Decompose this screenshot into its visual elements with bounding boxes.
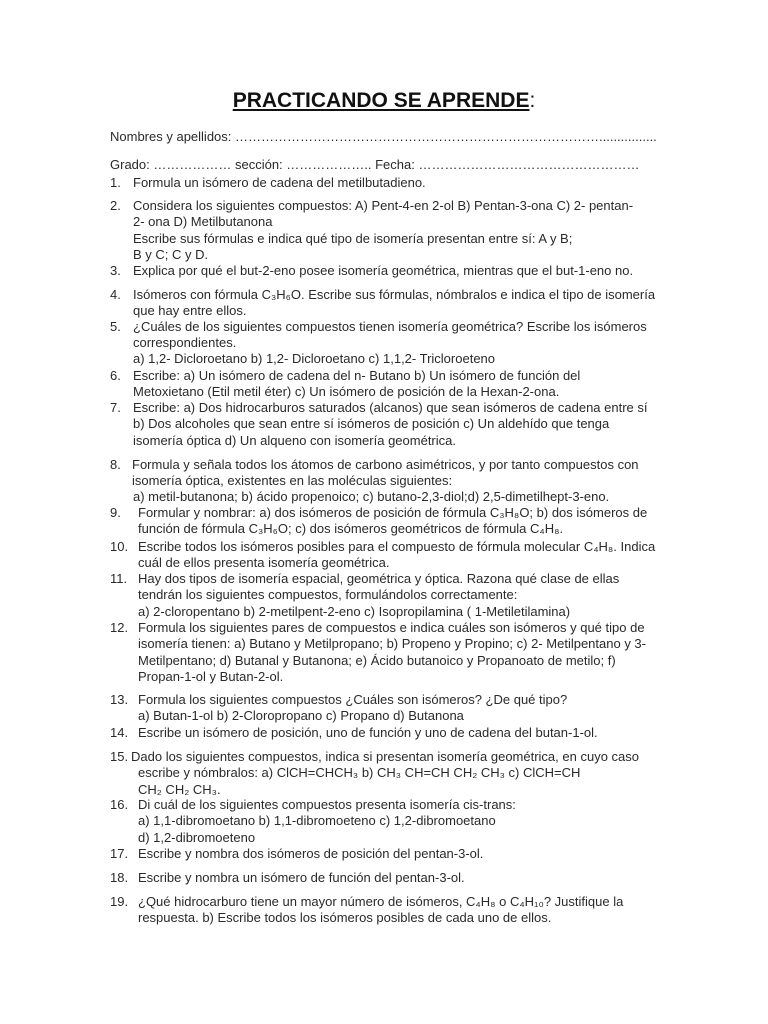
- question-8-line: Formula y señala todos los átomos de carbono asimétricos, y por tanto compuestos con: [132, 457, 639, 472]
- question-16-line: Di cuál de los siguientes compuestos presenta isomería cis-trans:: [138, 797, 516, 812]
- question-9-line: función de fórmula C₃H₆O; c) dos isómeros geométricos de fórmula C₄H₈.: [138, 521, 564, 537]
- question-16: 16. Di cuál de los siguientes compuestos presenta isomería cis-trans: a) 1,1-dibromoetano b) 1,1-dibromoeteno c) 1,2-dibromoetano d) 1,2-dibromoeteno: [110, 797, 710, 846]
- question-7: 7. Escribe: a) Dos hidrocarburos saturados (alcanos) que sean isómeros de cadena entre sí b) Dos alcoholes que sean entre sí isómeros de posición c) Un aldehído que tenga isomería óptica d) Un alqueno con isomería geométrica.: [110, 400, 710, 449]
- question-12-line: Propan-1-ol y Butan-2-ol.: [138, 668, 284, 684]
- question-6-line: Escribe: a) Un isómero de cadena del n- Butano b) Un isómero de función del: [133, 368, 581, 383]
- question-12-line: Formula los siguientes pares de compuestos e indica cuáles son isómeros y qué tipo de: [138, 620, 645, 635]
- question-2-line: 2- ona D) Metilbutanona: [133, 214, 273, 230]
- grade-section-date-line: Grado: ……………… sección: ……………….. Fecha: ……………………………………………: [110, 157, 640, 172]
- question-12-line: Metilpentano; d) Butanal y Butanona; e) Ácido butanoico y Propanoato de metilo; f): [138, 652, 616, 668]
- question-14: 14. Escribe un isómero de posición, uno de función y uno de cadena del butan-1-ol.: [110, 725, 710, 741]
- question-7-line: Escribe: a) Dos hidrocarburos saturados (alcanos) que sean isómeros de cadena entre sí: [133, 400, 648, 415]
- question-1: 1. Formula un isómero de cadena del metilbutadieno.: [110, 175, 710, 191]
- question-5-options: a) 1,2- Dicloroetano b) 1,2- Dicloroetano c) 1,1,2- Tricloroeteno: [133, 351, 496, 366]
- question-4-line: que hay entre ellos.: [133, 303, 247, 319]
- question-6: 6. Escribe: a) Un isómero de cadena del n- Butano b) Un isómero de función del Metoxietano (Etil metil éter) c) Un isómero de posición de la Hexan-2-ona.: [110, 368, 710, 401]
- question-1-text: Formula un isómero de cadena del metilbutadieno.: [133, 175, 426, 190]
- question-8-line: isomería óptica, existentes en las moléculas siguientes:: [132, 473, 453, 489]
- question-19: 19. ¿Qué hidrocarburo tiene un mayor número de isómeros, C₄H₈ o C₄H₁₀? Justifique la respuesta. b) Escribe todos los isómeros posibles de cada uno de ellos.: [110, 894, 710, 927]
- question-11-line: a) 2-cloropentano b) 2-metilpent-2-eno c) Isopropilamina ( 1-Metiletilamina): [138, 603, 571, 619]
- question-12: 12. Formula los siguientes pares de compuestos e indica cuáles son isómeros y qué tipo de isomería tienen: a) Butano y Metilpropano; b) Propeno y Propino; c) 2- Metilpentano y 3- Metilpentano; d) Butanal y Butanona; e) Ácido butanoico y Propanoato de metilo; f) Propan-1-ol y Butan-2-ol.: [110, 620, 710, 685]
- question-10: 10. Escribe todos los isómeros posibles para el compuesto de fórmula molecular C₄H₈. Indica cuál de ellos presenta isomería geométrica.: [110, 539, 710, 572]
- question-5-line: ¿Cuáles de los siguientes compuestos tienen isomería geométrica? Escribe los isómeros: [133, 319, 647, 334]
- question-10-line: cuál de ellos presenta isomería geométrica.: [138, 555, 390, 571]
- question-2-line: B y C; C y D.: [133, 246, 209, 262]
- question-11-line: Hay dos tipos de isomería espacial, geométrica y óptica. Razona qué clase de ellas: [138, 571, 620, 586]
- question-18: 18. Escribe y nombra un isómero de función del pentan-3-ol.: [110, 870, 710, 886]
- question-13: 13. Formula los siguientes compuestos ¿Cuáles son isómeros? ¿De qué tipo? a) Butan-1-ol b) 2-Cloropropano c) Propano d) Butanona: [110, 692, 710, 725]
- question-14-text: Escribe un isómero de posición, uno de función y uno de cadena del butan-1-ol.: [138, 725, 598, 740]
- question-17: 17. Escribe y nombra dos isómeros de posición del pentan-3-ol.: [110, 846, 710, 862]
- question-8: 8. Formula y señala todos los átomos de carbono asimétricos, y por tanto compuestos con isomería óptica, existentes en las moléculas siguientes:: [110, 457, 710, 490]
- question-17-text: Escribe y nombra dos isómeros de posición del pentan-3-ol.: [138, 846, 484, 861]
- question-3-text: Explica por qué el but-2-eno posee isomería geométrica, mientras que el but-1-eno no.: [133, 263, 634, 278]
- question-13-line: a) Butan-1-ol b) 2-Cloropropano c) Propano d) Butanona: [138, 708, 464, 724]
- question-7-line: isomería óptica d) Un alqueno con isomería geométrica.: [133, 432, 456, 448]
- question-5-line: correspondientes.: [133, 335, 237, 351]
- question-9-line: Formular y nombrar: a) dos isómeros de posición de fórmula C₃H₈O; b) dos isómeros de: [138, 505, 648, 520]
- question-15-line: escribe y nómbralos: a) ClCH=CHCH₃ b) CH₃ CH=CH CH₂ CH₃ c) ClCH=CH: [138, 765, 581, 781]
- names-field-line: Nombres y apellidos: …………………………………………………………………………................: [110, 129, 657, 144]
- question-11: 11. Hay dos tipos de isomería espacial, geométrica y óptica. Razona qué clase de ellas tendrán los siguientes compuestos, formulándolos correctamente: a) 2-cloropentano b) 2-metilpent-2-eno c) Isopropilamina ( 1-Metiletilamina): [110, 571, 710, 620]
- question-15: 15. Dado los siguientes compuestos, indica si presentan isomería geométrica, en cuyo caso escribe y nómbralos: a) ClCH=CHCH₃ b) CH₃ CH=CH CH₂ CH₃ c) ClCH=CH CH₂ CH₂ CH₃.: [110, 749, 710, 798]
- question-19-line: respuesta. b) Escribe todos los isómeros posibles de cada uno de ellos.: [138, 910, 552, 926]
- question-4-line: Isómeros con fórmula C₃H₆O. Escribe sus fórmulas, nómbralos e indica el tipo de isomería: [133, 287, 656, 302]
- question-10-line: Escribe todos los isómeros posibles para el compuesto de fórmula molecular C₄H₈. Indica: [138, 539, 656, 554]
- question-12-line: isomería tienen: a) Butano y Metilpropano; b) Propeno y Propino; c) 2- Metilpentano y 3-: [138, 636, 646, 652]
- question-9: 9. Formular y nombrar: a) dos isómeros de posición de fórmula C₃H₈O; b) dos isómeros de función de fórmula C₃H₆O; c) dos isómeros geométricos de fórmula C₄H₈.: [110, 505, 710, 538]
- page-title: PRACTICANDO SE APRENDE:: [232, 89, 536, 112]
- question-13-line: Formula los siguientes compuestos ¿Cuáles son isómeros? ¿De qué tipo?: [138, 692, 568, 707]
- question-2: 2. Considera los siguientes compuestos: A) Pent-4-en 2-ol B) Pentan-3-ona C) 2- pentan- 2- ona D) Metilbutanona Escribe sus fórmulas e indica qué tipo de isomería presentan entre sí: A y B; B y C; C y D.: [110, 198, 710, 263]
- question-18-text: Escribe y nombra un isómero de función del pentan-3-ol.: [138, 870, 465, 885]
- question-3: 3. Explica por qué el but-2-eno posee isomería geométrica, mientras que el but-1-eno no.: [110, 263, 710, 279]
- question-16-line: a) 1,1-dibromoetano b) 1,1-dibromoeteno c) 1,2-dibromoetano: [138, 813, 496, 829]
- question-4: 4. Isómeros con fórmula C₃H₆O. Escribe sus fórmulas, nómbralos e indica el tipo de isomería que hay entre ellos.: [110, 287, 710, 320]
- question-19-line: ¿Qué hidrocarburo tiene un mayor número de isómeros, C₄H₈ o C₄H₁₀? Justifique la: [138, 894, 624, 909]
- question-15-line: Dado los siguientes compuestos, indica si presentan isomería geométrica, en cuyo caso: [131, 749, 639, 764]
- question-15-line: CH₂ CH₂ CH₃.: [138, 781, 221, 797]
- question-2-line: Considera los siguientes compuestos: A) Pent-4-en 2-ol B) Pentan-3-ona C) 2- pentan-: [133, 198, 634, 213]
- question-6-line: Metoxietano (Etil metil éter) c) Un isómero de posición de la Hexan-2-ona.: [133, 384, 560, 400]
- question-11-line: tendrán los siguientes compuestos, formulándolos correctamente:: [138, 587, 518, 603]
- question-2-line: Escribe sus fórmulas e indica qué tipo de isomería presentan entre sí: A y B;: [133, 230, 573, 246]
- question-7-line: b) Dos alcoholes que sean entre sí isómeros de posición c) Un aldehído que tenga: [133, 416, 610, 432]
- question-16-line: d) 1,2-dibromoeteno: [138, 829, 256, 845]
- question-8-options: a) metil-butanona; b) ácido propenoico; c) butano-2,3-diol;d) 2,5-dimetilhept-3-eno.: [133, 489, 610, 504]
- question-5: 5. ¿Cuáles de los siguientes compuestos tienen isomería geométrica? Escribe los isómeros correspondientes.: [110, 319, 710, 352]
